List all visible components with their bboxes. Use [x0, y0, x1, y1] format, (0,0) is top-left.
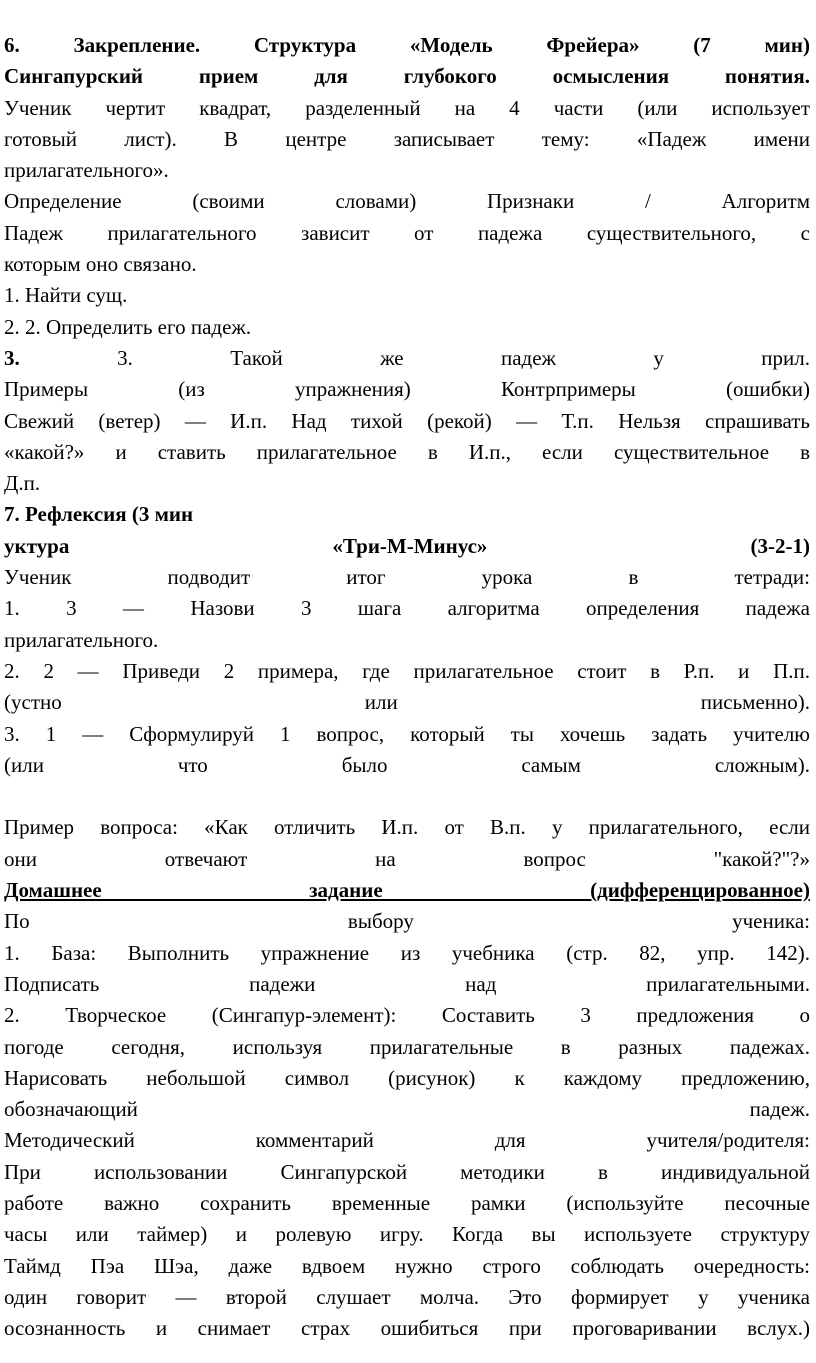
- text-line: [4, 343, 810, 374]
- text-run: один говорит — второй слушает молча. Это формирует у ученика: [4, 1284, 810, 1309]
- text-run: Домашнее задание (дифференцированное): [4, 878, 810, 903]
- text-line: [4, 468, 810, 499]
- text-line: [4, 61, 810, 92]
- text-line: [4, 249, 810, 280]
- text-line: [4, 875, 810, 906]
- text-run: 3. 1 — Сформулируй 1 вопрос, который ты хочешь задать учителю: [4, 721, 810, 746]
- text-run: Ученик подводит итог урока в тетради:: [4, 565, 810, 590]
- text-line: [4, 656, 810, 687]
- text-line: [4, 1313, 810, 1344]
- text-line: [4, 280, 810, 311]
- text-line: [4, 1094, 810, 1125]
- text-run: обозначающий падеж.: [4, 1097, 810, 1122]
- text-run: Подписать падежи над прилагательными.: [4, 971, 810, 996]
- text-line: [4, 562, 810, 593]
- text-run: Свежий (ветер) — И.п. Над тихой (рекой) — Т.п. Нельзя спрашивать: [4, 408, 810, 433]
- text-line: [4, 687, 810, 718]
- text-run: 6. Закрепление. Структура «Модель Фрейера» (7 мин): [4, 33, 810, 57]
- text-line: [4, 499, 810, 530]
- text-line: [4, 374, 810, 405]
- text-line: [4, 844, 810, 875]
- text-line: [4, 1282, 810, 1313]
- text-line: [4, 30, 810, 61]
- text-run: они отвечают на вопрос "какой?"?»: [4, 846, 810, 871]
- text-line: [4, 124, 810, 155]
- text-line: [4, 1219, 810, 1250]
- text-line: [4, 625, 810, 656]
- text-run: Сингапурский прием для глубокого осмысления понятия.: [4, 64, 810, 89]
- text-line: [4, 218, 810, 249]
- text-run: При использовании Сингапурской методики в индивидуальной: [4, 1159, 810, 1184]
- text-run: По выбору ученика:: [4, 909, 810, 934]
- text-run: 1. Найти сущ.: [4, 283, 128, 308]
- document-body: [4, 30, 810, 1344]
- text-line: [4, 593, 810, 624]
- text-line: [4, 1188, 810, 1219]
- text-run: Нарисовать небольшой символ (рисунок) к каждому предложению,: [4, 1065, 810, 1090]
- text-run: 2. 2. Определить его падеж.: [4, 314, 252, 339]
- text-run: работе важно сохранить временные рамки (используйте песочные: [4, 1190, 810, 1215]
- text-run: Д.п.: [4, 471, 41, 496]
- text-run: 3.: [4, 345, 20, 370]
- blank-line: [4, 781, 810, 812]
- text-line: [4, 719, 810, 750]
- text-run: Примеры (из упражнения) Контрпримеры (ошибки): [4, 377, 810, 402]
- text-run: уктура «Три-М-Минус» (3-2-1): [4, 533, 810, 558]
- text-run: Ученик чертит квадрат, разделенный на 4 части (или использует: [4, 95, 810, 120]
- text-line: [4, 1157, 810, 1188]
- text-run: Определение (своими словами) Признаки / Алгоритм: [4, 189, 810, 214]
- text-run: Методический комментарий для учителя/родителя:: [4, 1128, 810, 1153]
- text-line: [4, 812, 810, 843]
- text-run: погоде сегодня, используя прилагательные в разных падежах.: [4, 1034, 810, 1059]
- text-run: Падеж прилагательного зависит от падежа существительного, с: [4, 220, 810, 245]
- text-line: [4, 406, 810, 437]
- text-line: [4, 155, 810, 186]
- text-run: Пример вопроса: «Как отличить И.п. от В.п. у прилагательного, если: [4, 815, 810, 840]
- text-run: (или что было самым сложным).: [4, 752, 810, 777]
- text-run: 7. Рефлексия (3 мин: [4, 502, 194, 527]
- text-run: часы или таймер) и ролевую игру. Когда вы используете структуру: [4, 1222, 810, 1247]
- text-run: 2. 2 — Приведи 2 примера, где прилагательное стоит в Р.п. и П.п.: [4, 658, 810, 683]
- text-line: [4, 1063, 810, 1094]
- text-run: Таймд Пэа Шэа, даже вдвоем нужно строго соблюдать очередность:: [4, 1253, 810, 1278]
- text-run: (устно или письменно).: [4, 690, 810, 715]
- text-line: [4, 186, 810, 217]
- text-line: [4, 1032, 810, 1063]
- text-run: прилагательного.: [4, 627, 159, 652]
- text-line: [4, 312, 810, 343]
- text-line: [4, 969, 810, 1000]
- text-line: [4, 1251, 810, 1282]
- text-run: 3. Такой же падеж у прил.: [19, 345, 810, 370]
- text-run: «какой?» и ставить прилагательное в И.п., если существительное в: [4, 439, 810, 464]
- text-line: [4, 1000, 810, 1031]
- text-run: готовый лист). В центре записывает тему: «Падеж имени: [4, 126, 810, 151]
- text-run: 2. Творческое (Сингапур-элемент): Составить 3 предложения о: [4, 1003, 810, 1028]
- text-run: осознанность и снимает страх ошибиться при проговаривании вслух.): [4, 1316, 810, 1341]
- text-line: [4, 93, 810, 124]
- text-line: [4, 938, 810, 969]
- text-run: 1. База: Выполнить упражнение из учебника (стр. 82, упр. 142).: [4, 940, 810, 965]
- text-run: прилагательного».: [4, 158, 169, 183]
- text-line: [4, 906, 810, 937]
- text-line: [4, 437, 810, 468]
- text-line: [4, 750, 810, 781]
- text-line: [4, 531, 810, 562]
- text-run: которым оно связано.: [4, 252, 197, 277]
- text-line: [4, 1125, 810, 1156]
- text-run: 1. 3 — Назови 3 шага алгоритма определения падежа: [4, 596, 810, 621]
